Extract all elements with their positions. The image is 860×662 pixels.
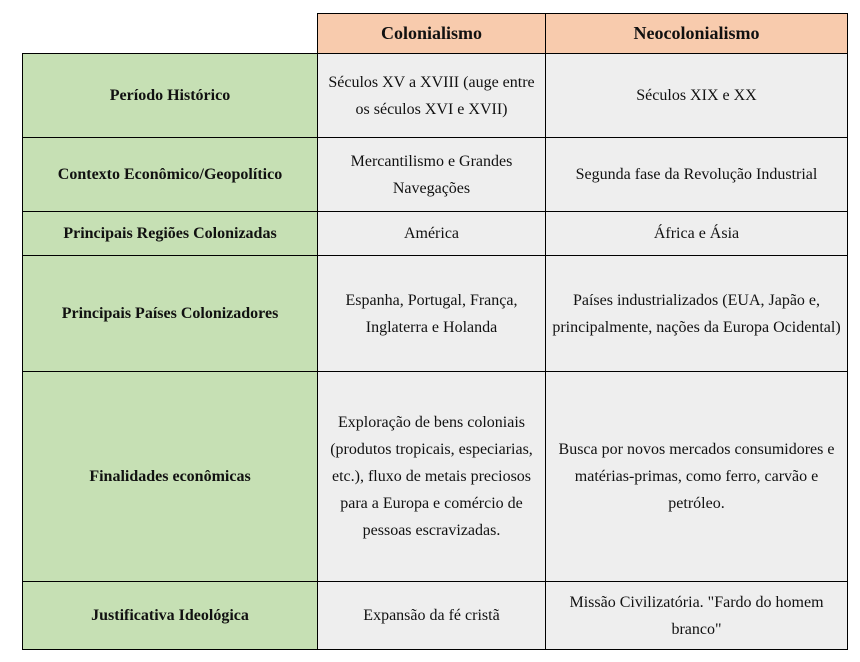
row-label-justificativa: Justificativa Ideológica <box>22 581 318 650</box>
header-colonialismo: Colonialismo <box>317 13 546 54</box>
row-label-periodo: Período Histórico <box>22 53 318 138</box>
cell-colonialismo-paises: Espanha, Portugal, França, Inglaterra e Holanda <box>317 255 546 372</box>
row-label-finalidades: Finalidades econômicas <box>22 371 318 582</box>
row-label-paises: Principais Países Colonizadores <box>22 255 318 372</box>
cell-colonialismo-finalidades: Exploração de bens coloniais (produtos tropicais, especiarias, etc.), fluxo de metais preciosos para a Europa e comércio de pessoas escravizadas. <box>317 371 546 582</box>
cell-neocolonialismo-finalidades: Busca por novos mercados consumidores e matérias-primas, como ferro, carvão e petróleo. <box>545 371 848 582</box>
row-label-contexto: Contexto Econômico/Geopolítico <box>22 137 318 212</box>
header-neocolonialismo: Neocolonialismo <box>545 13 848 54</box>
cell-colonialismo-regioes: América <box>317 211 546 256</box>
cell-colonialismo-periodo: Séculos XV a XVIII (auge entre os séculos XVI e XVII) <box>317 53 546 138</box>
cell-neocolonialismo-paises: Países industrializados (EUA, Japão e, principalmente, nações da Europa Ocidental) <box>545 255 848 372</box>
cell-neocolonialismo-justificativa: Missão Civilizatória. "Fardo do homem branco" <box>545 581 848 650</box>
cell-colonialismo-contexto: Mercantilismo e Grandes Navegações <box>317 137 546 212</box>
cell-neocolonialismo-periodo: Séculos XIX e XX <box>545 53 848 138</box>
cell-colonialismo-justificativa: Expansão da fé cristã <box>317 581 546 650</box>
row-label-regioes: Principais Regiões Colonizadas <box>22 211 318 256</box>
cell-neocolonialismo-contexto: Segunda fase da Revolução Industrial <box>545 137 848 212</box>
cell-neocolonialismo-regioes: África e Ásia <box>545 211 848 256</box>
